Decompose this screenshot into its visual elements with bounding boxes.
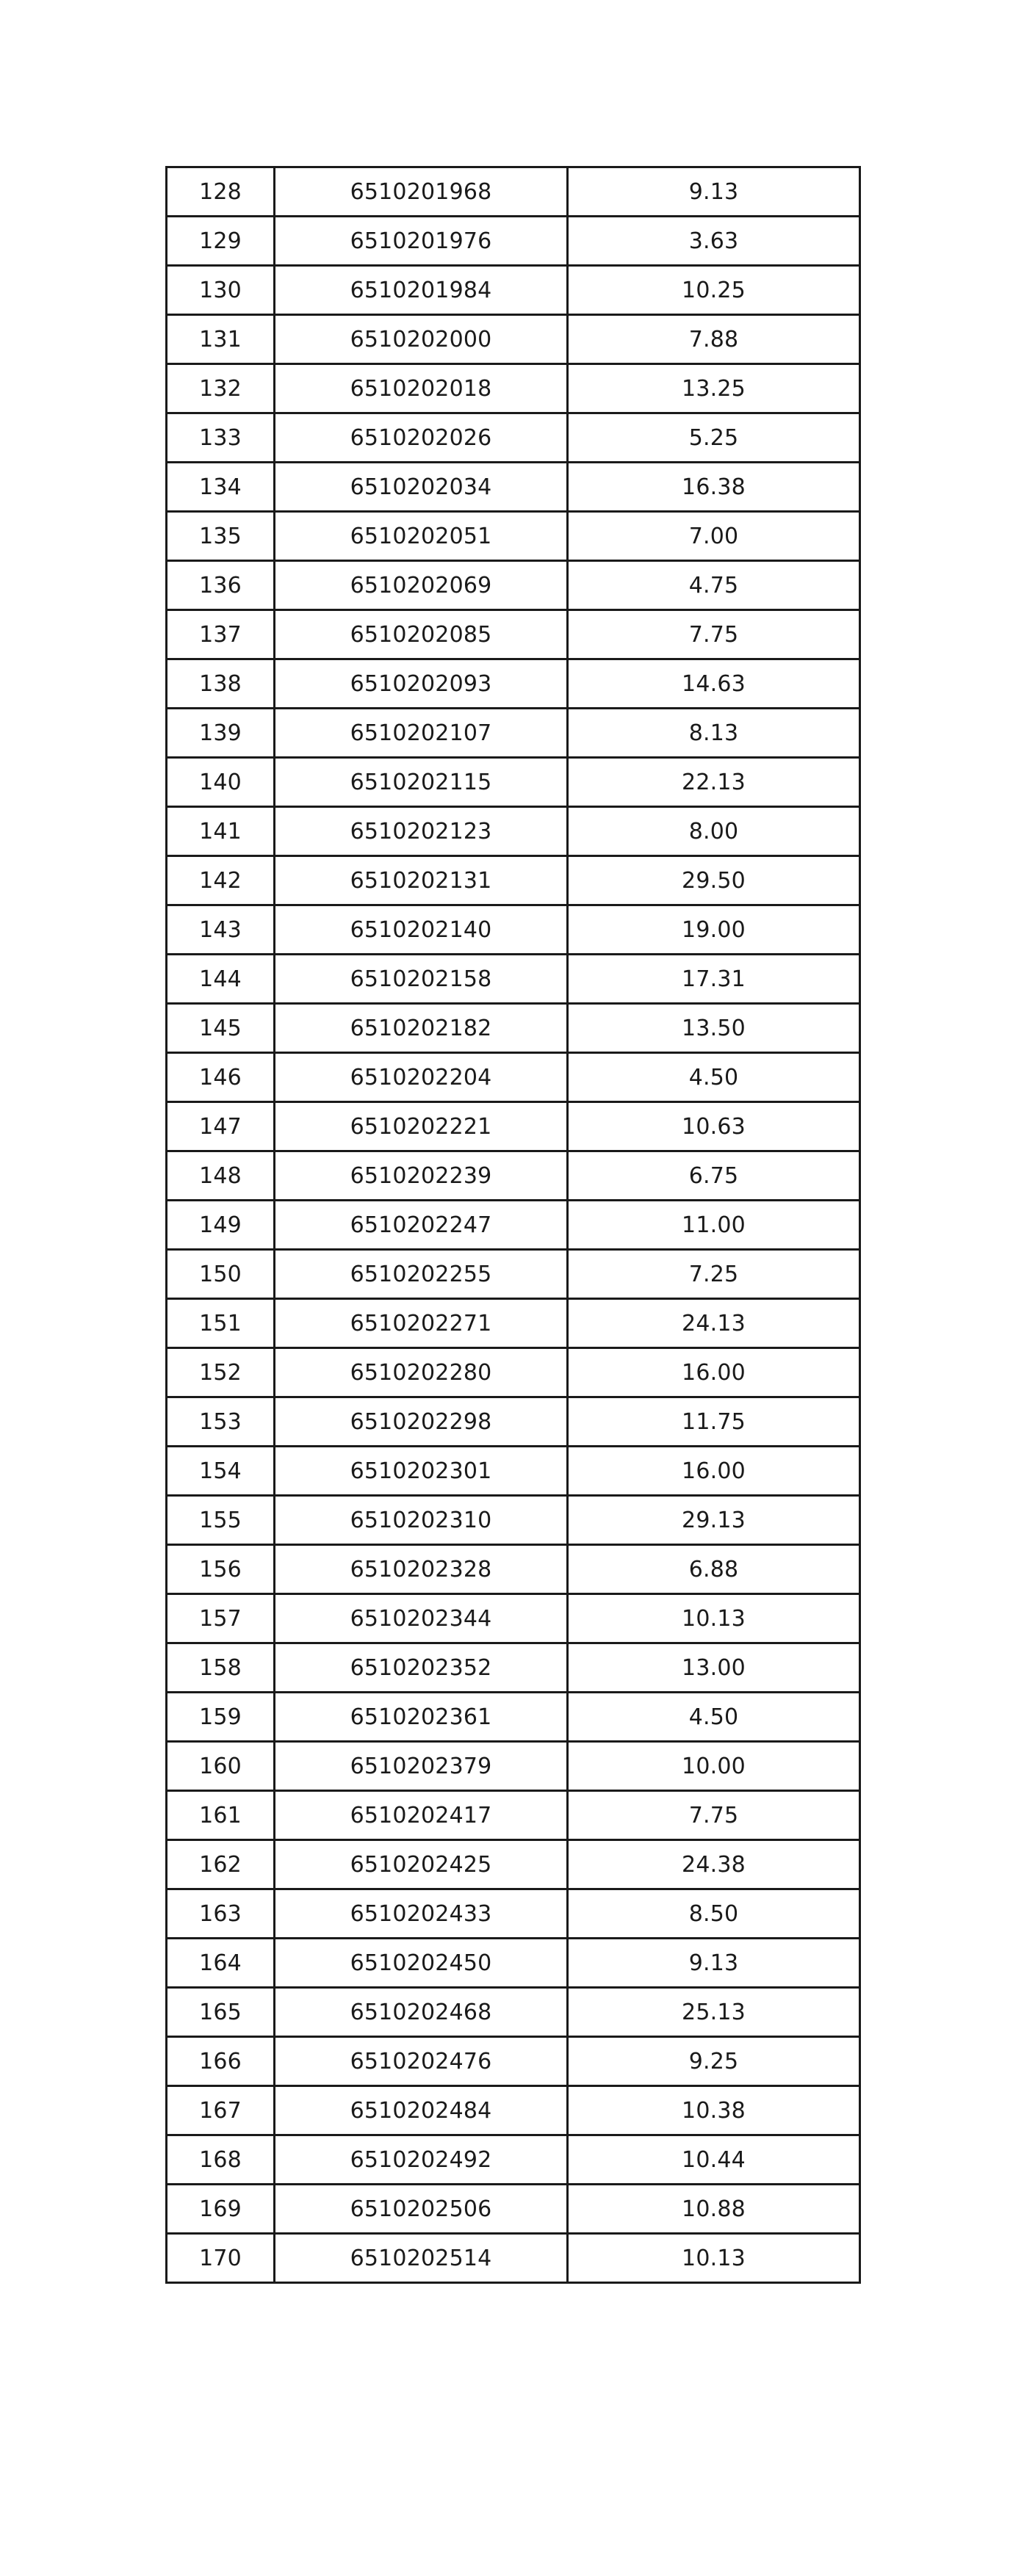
table-row: [167, 1397, 860, 1447]
row-number-cell: 159: [167, 1693, 275, 1742]
table-row: [167, 709, 860, 758]
row-number-cell: 170: [167, 2234, 275, 2283]
score-cell: 16.38: [568, 463, 860, 512]
row-number-cell: 138: [167, 659, 275, 709]
student-id-cell: 6510202140: [275, 905, 568, 955]
row-number-cell: 162: [167, 1840, 275, 1889]
table-row: [167, 167, 860, 217]
row-number-cell: 155: [167, 1496, 275, 1545]
score-table: [165, 166, 861, 2284]
row-number-cell: 158: [167, 1643, 275, 1693]
row-number-cell: 147: [167, 1102, 275, 1151]
student-id-cell: 6510202476: [275, 2037, 568, 2086]
score-cell: 7.88: [568, 315, 860, 364]
student-id-cell: 6510202018: [275, 364, 568, 413]
student-id-cell: 6510202514: [275, 2234, 568, 2283]
student-id-cell: 6510202085: [275, 610, 568, 659]
score-cell: 7.75: [568, 1791, 860, 1840]
table-row: [167, 1693, 860, 1742]
row-number-cell: 139: [167, 709, 275, 758]
row-number-cell: 131: [167, 315, 275, 364]
table-row: [167, 2234, 860, 2283]
table-row: [167, 217, 860, 266]
student-id-cell: 6510202298: [275, 1397, 568, 1447]
student-id-cell: 6510202433: [275, 1889, 568, 1939]
score-cell: 4.75: [568, 561, 860, 610]
score-cell: 10.13: [568, 1594, 860, 1643]
row-number-cell: 167: [167, 2086, 275, 2135]
row-number-cell: 136: [167, 561, 275, 610]
score-cell: 5.25: [568, 413, 860, 463]
table-row: [167, 364, 860, 413]
row-number-cell: 135: [167, 512, 275, 561]
row-number-cell: 152: [167, 1348, 275, 1397]
score-cell: 8.50: [568, 1889, 860, 1939]
row-number-cell: 163: [167, 1889, 275, 1939]
table-row: [167, 1447, 860, 1496]
table-row: [167, 413, 860, 463]
row-number-cell: 157: [167, 1594, 275, 1643]
score-cell: 24.13: [568, 1299, 860, 1348]
score-cell: 13.00: [568, 1643, 860, 1693]
student-id-cell: 6510202107: [275, 709, 568, 758]
score-cell: 10.44: [568, 2135, 860, 2185]
table-row: [167, 1348, 860, 1397]
row-number-cell: 161: [167, 1791, 275, 1840]
student-id-cell: 6510201968: [275, 167, 568, 217]
row-number-cell: 128: [167, 167, 275, 217]
score-cell: 8.13: [568, 709, 860, 758]
score-cell: 4.50: [568, 1053, 860, 1102]
score-cell: 29.50: [568, 856, 860, 905]
table-row: [167, 2185, 860, 2234]
table-row: [167, 2135, 860, 2185]
row-number-cell: 132: [167, 364, 275, 413]
table-row: [167, 905, 860, 955]
student-id-cell: 6510202131: [275, 856, 568, 905]
table-row: [167, 315, 860, 364]
row-number-cell: 153: [167, 1397, 275, 1447]
table-row: [167, 266, 860, 315]
score-cell: 14.63: [568, 659, 860, 709]
table-row: [167, 1053, 860, 1102]
row-number-cell: 151: [167, 1299, 275, 1348]
row-number-cell: 168: [167, 2135, 275, 2185]
table-row: [167, 2086, 860, 2135]
student-id-cell: 6510202000: [275, 315, 568, 364]
student-id-cell: 6510202468: [275, 1988, 568, 2037]
table-row: [167, 1496, 860, 1545]
row-number-cell: 129: [167, 217, 275, 266]
student-id-cell: 6510202239: [275, 1151, 568, 1201]
student-id-cell: 6510202271: [275, 1299, 568, 1348]
score-cell: 16.00: [568, 1447, 860, 1496]
row-number-cell: 165: [167, 1988, 275, 2037]
table-row: [167, 610, 860, 659]
row-number-cell: 141: [167, 807, 275, 856]
table-row: [167, 1151, 860, 1201]
student-id-cell: 6510202123: [275, 807, 568, 856]
score-cell: 17.31: [568, 955, 860, 1004]
student-id-cell: 6510202417: [275, 1791, 568, 1840]
student-id-cell: 6510202115: [275, 758, 568, 807]
score-cell: 3.63: [568, 217, 860, 266]
score-cell: 10.63: [568, 1102, 860, 1151]
row-number-cell: 146: [167, 1053, 275, 1102]
row-number-cell: 148: [167, 1151, 275, 1201]
student-id-cell: 6510202344: [275, 1594, 568, 1643]
table-row: [167, 807, 860, 856]
score-cell: 19.00: [568, 905, 860, 955]
score-cell: 22.13: [568, 758, 860, 807]
student-id-cell: 6510202506: [275, 2185, 568, 2234]
table-row: [167, 1250, 860, 1299]
table-row: [167, 2037, 860, 2086]
student-id-cell: 6510202069: [275, 561, 568, 610]
table-row: [167, 1102, 860, 1151]
student-id-cell: 6510202182: [275, 1004, 568, 1053]
row-number-cell: 160: [167, 1742, 275, 1791]
row-number-cell: 134: [167, 463, 275, 512]
table-row: [167, 1545, 860, 1594]
score-cell: 10.00: [568, 1742, 860, 1791]
table-row: [167, 1889, 860, 1939]
row-number-cell: 145: [167, 1004, 275, 1053]
student-id-cell: 6510202328: [275, 1545, 568, 1594]
row-number-cell: 144: [167, 955, 275, 1004]
row-number-cell: 164: [167, 1939, 275, 1988]
score-cell: 6.88: [568, 1545, 860, 1594]
score-cell: 10.38: [568, 2086, 860, 2135]
student-id-cell: 6510202310: [275, 1496, 568, 1545]
student-id-cell: 6510202425: [275, 1840, 568, 1889]
table-row: [167, 561, 860, 610]
table-row: [167, 758, 860, 807]
score-cell: 9.13: [568, 167, 860, 217]
table-row: [167, 1201, 860, 1250]
score-cell: 10.88: [568, 2185, 860, 2234]
score-cell: 11.00: [568, 1201, 860, 1250]
score-cell: 13.25: [568, 364, 860, 413]
row-number-cell: 143: [167, 905, 275, 955]
score-cell: 6.75: [568, 1151, 860, 1201]
table-row: [167, 1594, 860, 1643]
score-cell: 7.25: [568, 1250, 860, 1299]
student-id-cell: 6510201976: [275, 217, 568, 266]
table-row: [167, 659, 860, 709]
student-id-cell: 6510202301: [275, 1447, 568, 1496]
student-id-cell: 6510202492: [275, 2135, 568, 2185]
table-row: [167, 1742, 860, 1791]
row-number-cell: 137: [167, 610, 275, 659]
score-cell: 8.00: [568, 807, 860, 856]
student-id-cell: 6510202450: [275, 1939, 568, 1988]
row-number-cell: 166: [167, 2037, 275, 2086]
score-cell: 29.13: [568, 1496, 860, 1545]
score-cell: 10.25: [568, 266, 860, 315]
score-cell: 7.00: [568, 512, 860, 561]
table-row: [167, 512, 860, 561]
score-cell: 25.13: [568, 1988, 860, 2037]
row-number-cell: 142: [167, 856, 275, 905]
student-id-cell: 6510202247: [275, 1201, 568, 1250]
table-row: [167, 1840, 860, 1889]
row-number-cell: 140: [167, 758, 275, 807]
table-row: [167, 1939, 860, 1988]
row-number-cell: 169: [167, 2185, 275, 2234]
table-row: [167, 856, 860, 905]
row-number-cell: 156: [167, 1545, 275, 1594]
student-id-cell: 6510202352: [275, 1643, 568, 1693]
score-cell: 13.50: [568, 1004, 860, 1053]
student-id-cell: 6510202379: [275, 1742, 568, 1791]
table-row: [167, 1988, 860, 2037]
row-number-cell: 130: [167, 266, 275, 315]
row-number-cell: 149: [167, 1201, 275, 1250]
student-id-cell: 6510202221: [275, 1102, 568, 1151]
student-id-cell: 6510202034: [275, 463, 568, 512]
score-cell: 9.25: [568, 2037, 860, 2086]
table-row: [167, 1643, 860, 1693]
score-cell: 24.38: [568, 1840, 860, 1889]
student-id-cell: 6510202026: [275, 413, 568, 463]
table-row: [167, 1791, 860, 1840]
table-row: [167, 1299, 860, 1348]
student-id-cell: 6510202484: [275, 2086, 568, 2135]
score-cell: 16.00: [568, 1348, 860, 1397]
student-id-cell: 6510202361: [275, 1693, 568, 1742]
score-cell: 9.13: [568, 1939, 860, 1988]
student-id-cell: 6510202158: [275, 955, 568, 1004]
student-id-cell: 6510202255: [275, 1250, 568, 1299]
student-id-cell: 6510202051: [275, 512, 568, 561]
table-row: [167, 463, 860, 512]
student-id-cell: 6510202093: [275, 659, 568, 709]
score-cell: 11.75: [568, 1397, 860, 1447]
score-table-body: [167, 167, 860, 2283]
table-row: [167, 955, 860, 1004]
row-number-cell: 154: [167, 1447, 275, 1496]
row-number-cell: 133: [167, 413, 275, 463]
score-cell: 10.13: [568, 2234, 860, 2283]
table-row: [167, 1004, 860, 1053]
student-id-cell: 6510201984: [275, 266, 568, 315]
student-id-cell: 6510202280: [275, 1348, 568, 1397]
student-id-cell: 6510202204: [275, 1053, 568, 1102]
score-cell: 4.50: [568, 1693, 860, 1742]
row-number-cell: 150: [167, 1250, 275, 1299]
score-cell: 7.75: [568, 610, 860, 659]
